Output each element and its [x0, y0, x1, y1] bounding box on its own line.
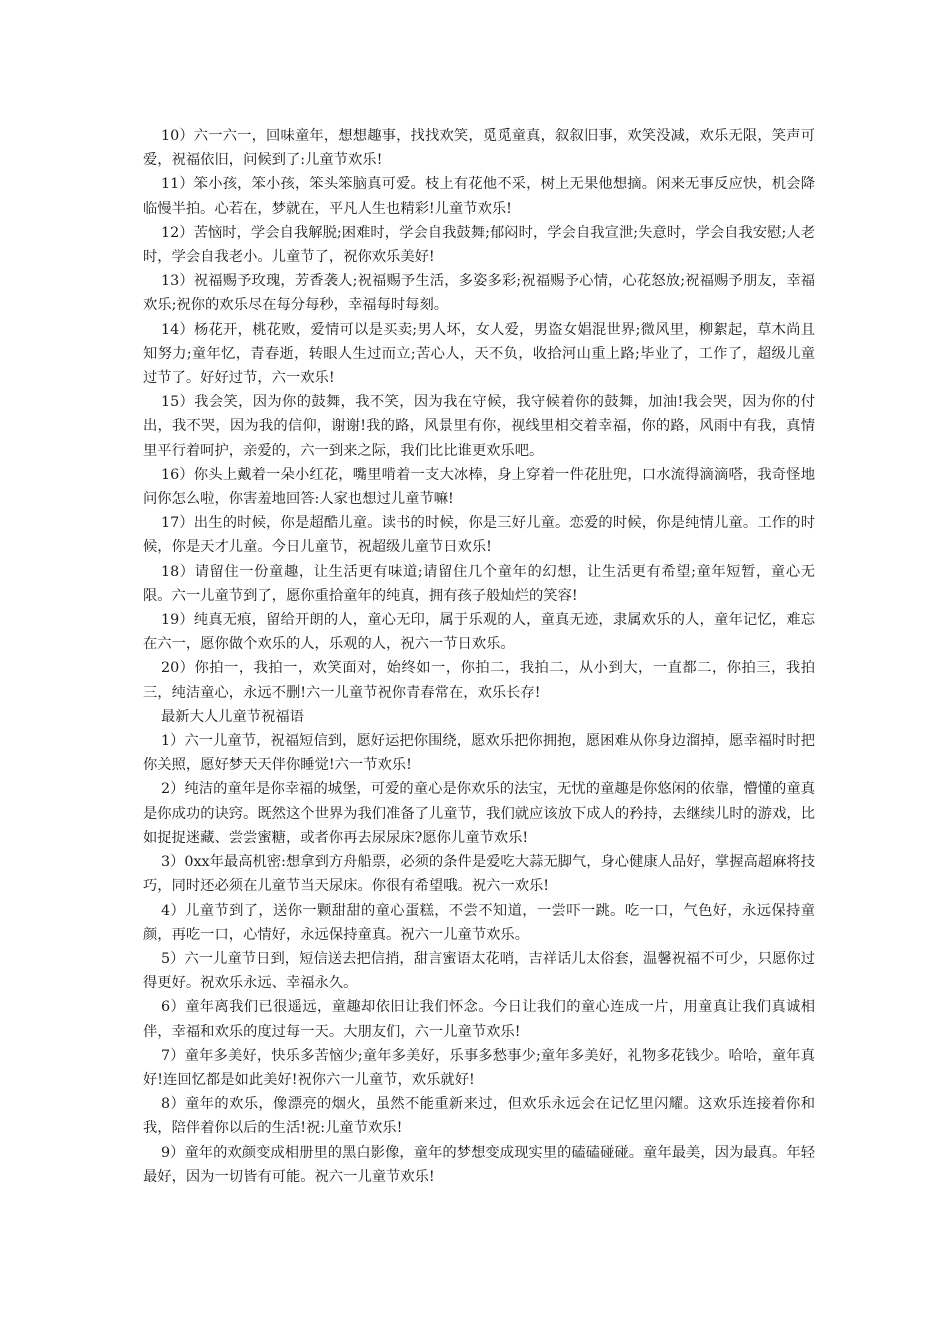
list-item: 2）纯洁的童年是你幸福的城堡，可爱的童心是你欢乐的法宝，无忧的童趣是你悠闲的依靠，懵懂的童真是你成功的诀窍。既然这个世界为我们准备了儿童节，我们就应该放下成人的矜持，去继续儿时的游戏，比如捉捉迷藏、尝尝蜜糖，或者你再去尿尿床?愿你儿童节欢乐!	[143, 781, 815, 846]
list-item: 4）儿童节到了，送你一颗甜甜的童心蛋糕，不尝不知道，一尝吓一跳。吃一口，气色好，永远保持童颜，再吃一口，心情好，永远保持童真。祝六一儿童节欢乐。	[143, 902, 815, 943]
list-item: 16）你头上戴着一朵小红花，嘴里啃着一支大冰棒，身上穿着一件花肚兜，口水流得滴滴嗒，我奇怪地问你怎么啦，你害羞地回答:人家也想过儿童节嘛!	[143, 466, 815, 508]
list-item: 19）纯真无痕，留给开朗的人，童心无印，属于乐观的人，童真无迹，隶属欢乐的人，童年记忆，难忘在六一，愿你做个欢乐的人，乐观的人，祝六一节日欢乐。	[143, 612, 815, 653]
list-item: 18）请留住一份童趣，让生活更有味道;请留住几个童年的幻想，让生活更有希望;童年短暂，童心无限。六一儿童节到了，愿你重拾童年的纯真，拥有孩子般灿烂的笑容!	[143, 563, 815, 604]
list-item: 7）童年多美好，快乐多苦恼少;童年多美好，乐事多愁事少;童年多美好，礼物多花钱少。哈哈，童年真好!连回忆都是如此美好!祝你六一儿童节，欢乐就好!	[143, 1047, 815, 1088]
list-item: 15）我会笑，因为你的鼓舞，我不笑，因为我在守候，我守候着你的鼓舞，加油!我会哭，因为你的付出，我不哭，因为我的信仰，谢谢!我的路，风景里有你，视线里相交着幸福，你的路，风雨中有我，真情里平行着呵护，亲爱的，六一到来之际，我们比比谁更欢乐吧。	[143, 394, 815, 459]
list-item: 5）六一儿童节日到，短信送去把信捎，甜言蜜语太花哨，吉祥话儿太俗套，温馨祝福不可少，只愿你过得更好。祝欢乐永远、幸福永久。	[143, 950, 815, 992]
list-item: 14）杨花开，桃花败，爱情可以是买卖;男人坏，女人爱，男盗女娼混世界;微风里，柳絮起，草木尚且知努力;童年忆，青春逝，转眼人生过而立;苦心人，天不负，收拾河山重上路;毕业了，工作了，超级儿童过节了。好好过节，六一欢乐!	[143, 321, 815, 387]
list-item: 1）六一儿童节，祝福短信到，愿好运把你围绕，愿欢乐把你拥抱，愿困难从你身边溜掉，愿幸福时时把你关照，愿好梦天天伴你睡觉!六一节欢乐!	[143, 733, 815, 774]
list-item: 6）童年离我们已很遥远，童趣却依旧让我们怀念。今日让我们的童心连成一片，用童真让我们真诚相伴，幸福和欢乐的度过每一天。大朋友们，六一儿童节欢乐!	[143, 999, 815, 1040]
list-item: 17）出生的时候，你是超酷儿童。读书的时候，你是三好儿童。恋爱的时候，你是纯情儿童。工作的时候，你是天才儿童。今日儿童节，祝超级儿童节日欢乐!	[143, 515, 815, 556]
list-item: 20）你拍一，我拍一，欢笑面对，始终如一，你拍二，我拍二，从小到大，一直都二，你拍三，我拍三，纯洁童心，永远不删!六一儿童节祝你青春常在，欢乐长存!	[143, 660, 815, 701]
list-item: 11）笨小孩，笨小孩，笨头笨脑真可爱。枝上有花他不采，树上无果他想摘。闲来无事反应快，机会降临慢半拍。心若在，梦就在，平凡人生也精彩!儿童节欢乐!	[143, 176, 815, 217]
list-item: 9）童年的欢颜变成相册里的黑白影像，童年的梦想变成现实里的磕磕碰碰。童年最美，因为最真。年轻最好，因为一切皆有可能。祝六一儿童节欢乐!	[143, 1144, 815, 1185]
list-item: 10）六一六一，回味童年，想想趣事，找找欢笑，觅觅童真，叙叙旧事，欢笑没减，欢乐无限，笑声可爱，祝福依旧，问候到了:儿童节欢乐!	[143, 128, 815, 169]
document-body	[143, 124, 815, 1189]
list-item: 13）祝福赐予玫瑰，芳香袭人;祝福赐予生活，多姿多彩;祝福赐予心情，心花怒放;祝福赐予朋友，幸福欢乐;祝你的欢乐尽在每分每秒，幸福每时每刻。	[143, 273, 815, 314]
list-item: 12）苦恼时，学会自我解脱;困难时，学会自我鼓舞;郁闷时，学会自我宣泄;失意时，学会自我安慰;人老时，学会自我老小。儿童节了，祝你欢乐美好!	[143, 224, 815, 266]
list-item: 3）0xx年最高机密:想拿到方舟船票，必须的条件是爱吃大蒜无脚气，身心健康人品好，掌握高超麻将技巧，同时还必须在儿童节当天尿床。你很有希望哦。祝六一欢乐!	[143, 854, 815, 895]
list-item: 8）童年的欢乐，像漂亮的烟火，虽然不能重新来过，但欢乐永远会在记忆里闪耀。这欢乐连接着你和我，陪伴着你以后的生活!祝:儿童节欢乐!	[143, 1096, 815, 1137]
section-heading: 最新大人儿童节祝福语	[161, 708, 304, 725]
